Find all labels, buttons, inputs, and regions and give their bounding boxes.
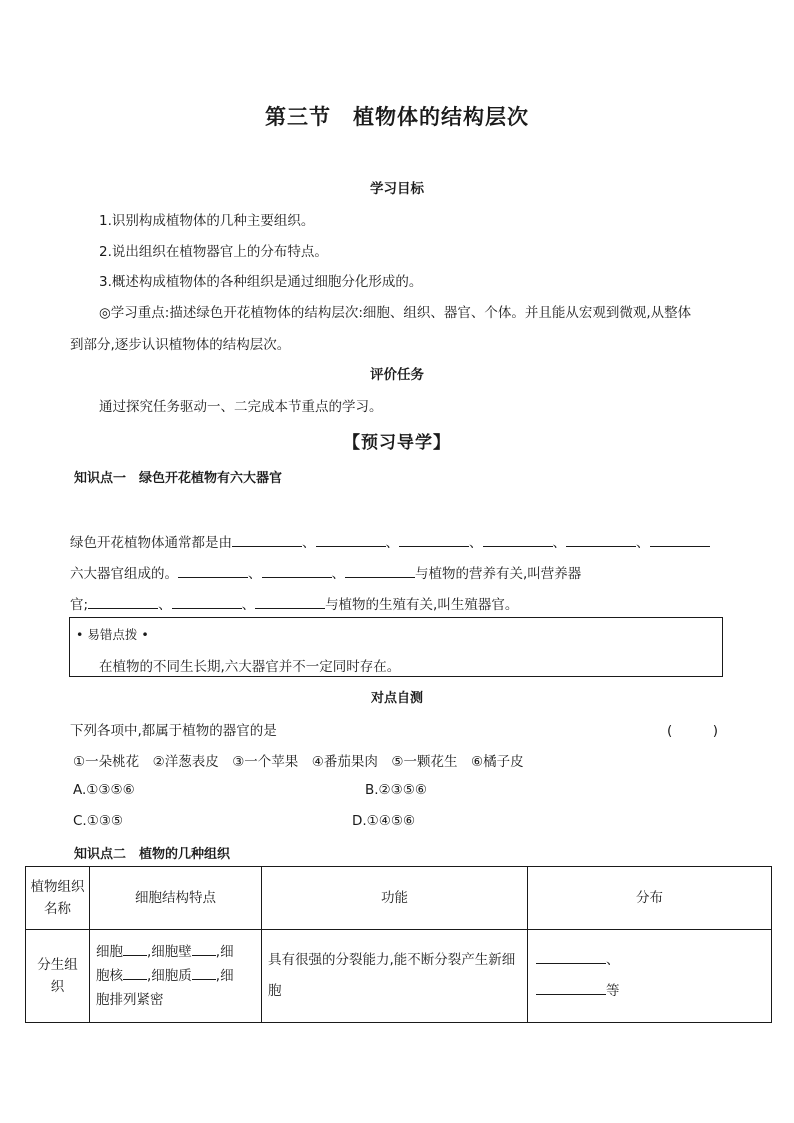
table-header-cell: 植物组织名称: [26, 867, 90, 930]
cell-text: 等: [606, 983, 620, 999]
table-header-cell: 细胞结构特点: [90, 867, 262, 930]
kp1-line3: [70, 593, 518, 613]
separator: 、: [606, 952, 620, 968]
objective-item: 3.概述构成植物体的各种组织是通过细胞分化形成的。: [99, 274, 423, 290]
separator: 、: [331, 566, 345, 582]
cell-text: ,细胞壁: [147, 944, 192, 960]
kp2-heading: 知识点二 植物的几种组织: [74, 847, 231, 862]
page-title: 第三节 植物体的结构层次: [265, 105, 529, 129]
selftest-heading: 对点自测: [370, 691, 423, 706]
table-header-row: [26, 867, 772, 930]
fill-blank[interactable]: [566, 532, 636, 547]
kp1-line2-prefix: 六大器官组成的。: [70, 566, 178, 582]
fill-blank[interactable]: [123, 941, 147, 956]
cell-text: 胞核: [96, 968, 123, 984]
cell-text: 细胞: [96, 944, 123, 960]
answer-paren[interactable]: ( ): [667, 723, 719, 739]
fill-blank[interactable]: [255, 594, 325, 609]
option-d[interactable]: D.①④⑤⑥: [352, 813, 416, 829]
fill-blank[interactable]: [483, 532, 553, 547]
option-c[interactable]: C.①③⑤: [73, 813, 124, 829]
tissue-table: [25, 866, 772, 1023]
separator: 、: [241, 597, 256, 613]
evaluation-heading: 评价任务: [370, 367, 424, 383]
separator: 、: [302, 535, 316, 551]
fill-blank[interactable]: [232, 532, 302, 547]
fill-blank[interactable]: [178, 563, 248, 578]
separator: 、: [385, 535, 399, 551]
tip-text: 在植物的不同生长期,六大器官并不一定同时存在。: [99, 659, 401, 675]
separator: 、: [636, 535, 650, 551]
kp1-line1: [70, 531, 710, 551]
evaluation-text: 通过探究任务驱动一、二完成本节重点的学习。: [99, 399, 383, 415]
cell-text: ,细: [215, 944, 234, 960]
key-point-line: 到部分,逐步认识植物体的结构层次。: [70, 337, 291, 353]
kp1-line2-suffix: 与植物的营养有关,叫营养器: [415, 566, 582, 582]
question-items: ①一朵桃花 ②洋葱表皮 ③一个苹果 ④番茄果肉 ⑤一颗花生 ⑥橘子皮: [73, 754, 524, 770]
fill-blank[interactable]: [172, 594, 242, 609]
fill-blank[interactable]: [536, 980, 606, 995]
option-a[interactable]: A.①③⑤⑥: [73, 782, 135, 798]
fill-blank[interactable]: [192, 941, 216, 956]
separator: 、: [469, 535, 483, 551]
cell-text: ,细胞质: [147, 968, 192, 984]
objective-item: 1.识别构成植物体的几种主要组织。: [99, 213, 315, 229]
question-text: 下列各项中,都属于植物的器官的是: [70, 723, 277, 739]
kp1-line2: [70, 562, 581, 582]
fill-blank[interactable]: [650, 532, 710, 547]
kp1-line1-prefix: 绿色开花植物体通常都是由: [70, 535, 232, 551]
tissue-name: 分生组织: [26, 930, 90, 1023]
key-point-line: ◎学习重点:描述绿色开花植物体的结构层次:细胞、组织、器官、个体。并且能从宏观到微观,从整体: [99, 305, 692, 321]
separator: 、: [552, 535, 566, 551]
structure-cell: [90, 930, 262, 1023]
distribution-cell: [528, 930, 772, 1023]
kp1-heading: 知识点一 绿色开花植物有六大器官: [74, 471, 283, 486]
fill-blank[interactable]: [345, 563, 415, 578]
objective-item: 2.说出组织在植物器官上的分布特点。: [99, 244, 328, 260]
cell-text: ,细: [215, 968, 234, 984]
table-row: [26, 930, 772, 1023]
kp1-line3-prefix: 官;: [70, 597, 89, 613]
fill-blank[interactable]: [192, 965, 216, 980]
fill-blank[interactable]: [262, 563, 332, 578]
separator: 、: [158, 597, 172, 613]
function-cell: 具有很强的分裂能力,能不断分裂产生新细胞: [262, 930, 528, 1023]
kp1-line3-suffix: 与植物的生殖有关,叫生殖器官。: [325, 597, 519, 613]
table-header-cell: 分布: [528, 867, 772, 930]
objectives-heading: 学习目标: [370, 181, 424, 197]
fill-blank[interactable]: [399, 532, 469, 547]
separator: 、: [248, 566, 262, 582]
fill-blank[interactable]: [536, 949, 606, 964]
option-b[interactable]: B.②③⑤⑥: [365, 782, 427, 798]
tip-label: • 易错点拨 •: [76, 627, 149, 642]
cell-text: 胞排列紧密: [96, 992, 164, 1008]
preview-heading: 【预习导学】: [343, 433, 451, 453]
fill-blank[interactable]: [123, 965, 147, 980]
fill-blank[interactable]: [88, 594, 158, 609]
tip-box: [69, 617, 723, 677]
table-header-cell: 功能: [262, 867, 528, 930]
fill-blank[interactable]: [316, 532, 386, 547]
